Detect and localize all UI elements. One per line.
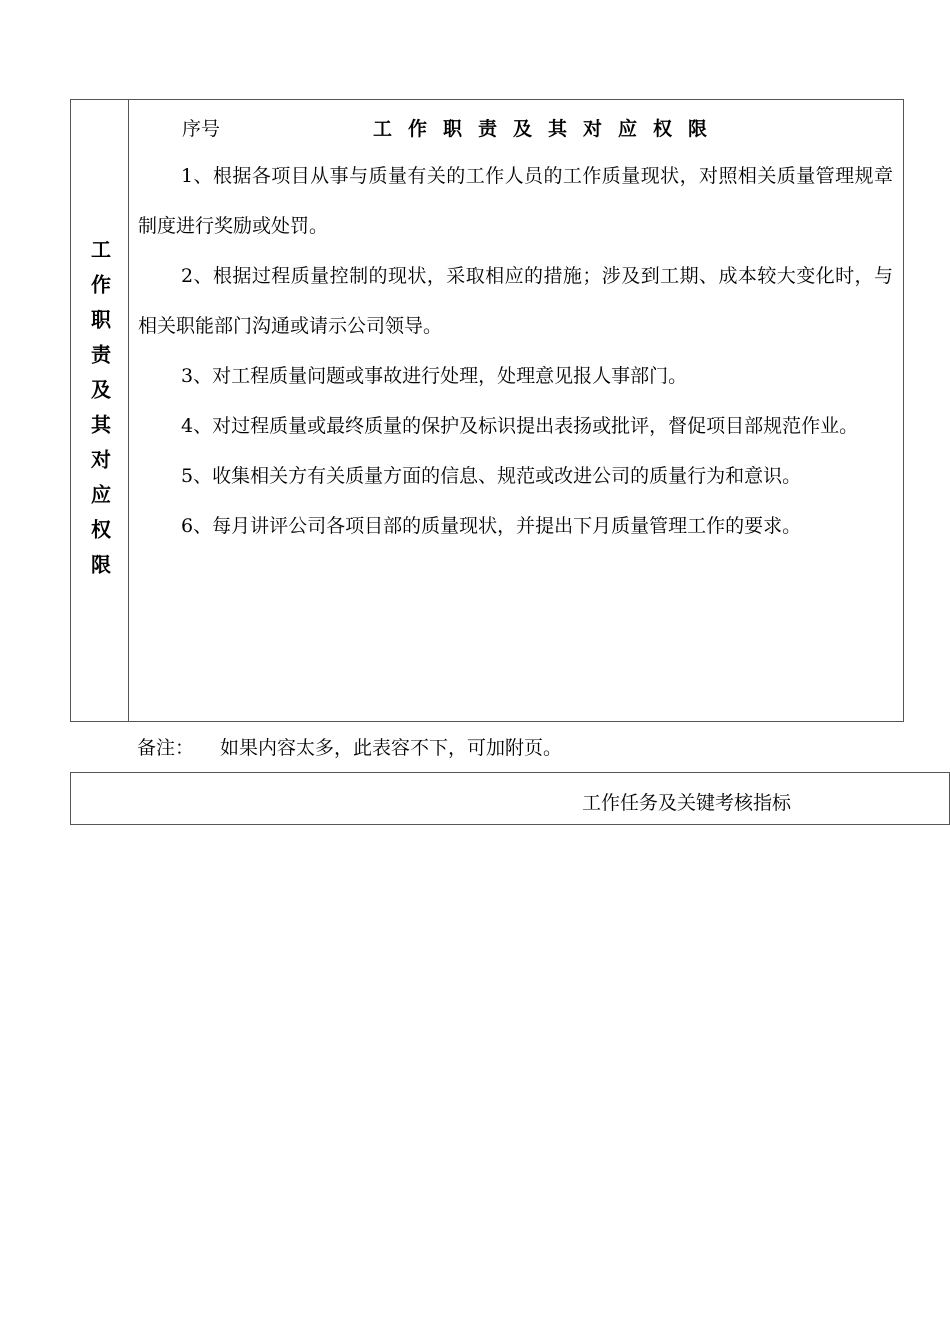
tasks-table-title: 工作任务及关键考核指标 <box>582 792 792 814</box>
duties-list <box>138 151 893 551</box>
duty-item: 2、根据过程质量控制的现状，采取相应的措施；涉及到工期、成本较大变化时，与相关职能部门沟通或请示公司领导。 <box>138 265 893 337</box>
duty-item: 5、收集相关方有关质量方面的信息、规范或改进公司的质量行为和意识。 <box>181 465 802 487</box>
duties-cell <box>129 100 903 721</box>
table-header <box>129 114 903 144</box>
responsibilities-table <box>70 99 904 722</box>
duty-item: 6、每月讲评公司各项目部的质量现状，并提出下月质量管理工作的要求。 <box>181 515 802 537</box>
remark-text: 如果内容太多，此表容不下，可加附页。 <box>220 737 563 759</box>
side-label: 工作职责及其对应权限 <box>87 238 112 589</box>
remark-note <box>137 733 562 760</box>
tasks-table <box>70 772 950 825</box>
duty-item: 3、对工程质量问题或事故进行处理，处理意见报人事部门。 <box>181 365 688 387</box>
header-title: 工作职责及其对应权限 <box>373 118 724 140</box>
remark-label: 备注： <box>137 737 195 759</box>
seq-label: 序号 <box>182 118 221 140</box>
duty-item: 4、对过程质量或最终质量的保护及标识提出表扬或批评，督促项目部规范作业。 <box>181 415 859 437</box>
side-label-cell <box>71 100 129 721</box>
duty-item: 1、根据各项目从事与质量有关的工作人员的工作质量现状，对照相关质量管理规章制度进行奖励或处罚。 <box>138 165 893 237</box>
